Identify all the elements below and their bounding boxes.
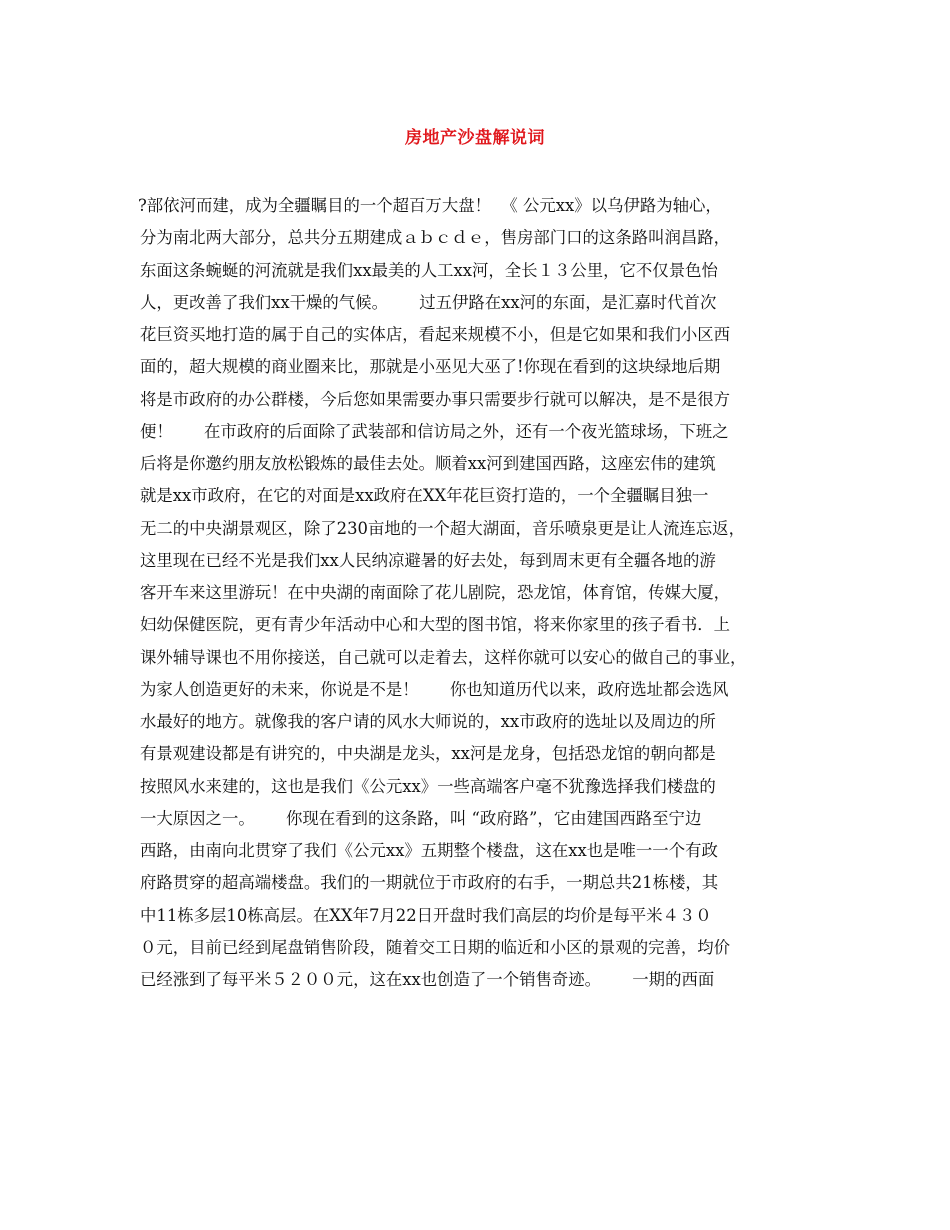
body-line: 客开车来这里游玩！在中央湖的南面除了花儿剧院，恐龙馆，体育馆，传媒大厦，	[140, 583, 731, 602]
body-line: 西路，由南向北贯穿了我们《公元xx》五期整个楼盘，这在xx也是唯一一个有政	[140, 841, 718, 860]
body-line: 花巨资买地打造的属于自己的实体店，看起来规模不小，但是它如果和我们小区西	[140, 325, 731, 344]
body-line: 面的，超大规模的商业圈来比，那就是小巫见大巫了!你现在看到的这块绿地后期	[140, 357, 721, 377]
body-line: 这里现在已经不光是我们xx人民纳凉避暑的好去处，每到周末更有全疆各地的游	[140, 550, 716, 570]
body-line: 课外辅导课也不用你接送，自己就可以走着去，这样你就可以安心的做自己的事业，	[140, 647, 747, 667]
body-line: 一大原因之一。 你现在看到的这条路，叫 “政府路”，它由建国西路至宁边	[140, 808, 702, 828]
body-line: 已经涨到了每平米５２００元，这在xx也创造了一个销售奇迹。 一期的西面	[140, 970, 715, 989]
body-line: 府路贯穿的超高端楼盘。我们的一期就位于市政府的右手，一期总共21栋楼，其	[140, 873, 719, 893]
body-line: 水最好的地方。就像我的客户请的风水大师说的，xx市政府的选址以及周边的所	[140, 712, 716, 731]
body-line: ０元，目前已经到尾盘销售阶段，随着交工日期的临近和小区的景观的完善，均价	[140, 937, 731, 957]
body-line: 东面这条蜿蜒的河流就是我们xx最美的人工xx河，全长１３公里，它不仅景色怡	[140, 260, 718, 280]
document-body	[140, 190, 820, 996]
body-line: 无二的中央湖景观区，除了230亩地的一个超大湖面，音乐喷泉更是让人流连忘返，	[140, 518, 745, 538]
body-line: 就是xx市政府，在它的对面是xx政府在XX年花巨资打造的，一个全疆瞩目独一	[140, 486, 709, 506]
body-line: 人，更改善了我们xx干燥的气候。 过五伊路在xx河的东面，是汇嘉时代首次	[140, 292, 717, 312]
body-line: 中11栋多层10栋高层。在XX年7月22日开盘时我们高层的均价是每平米４３０	[140, 905, 712, 925]
body-line: 有景观建设都是有讲究的，中央湖是龙头，xx河是龙身，包括恐龙馆的朝向都是	[140, 744, 716, 764]
document-title: 房地产沙盘解说词	[405, 128, 545, 148]
body-line: 为家人创造更好的未来，你说是不是！ 你也知道历代以来，政府选址都会选风	[140, 679, 729, 699]
body-line: ?部依河而建，成为全疆瞩目的一个超百万大盘！ 《 公元xx》以乌伊路为轴心，	[138, 196, 722, 215]
body-line: 分为南北两大部分，总共分五期建成ａｂｃｄｅ，售房部门口的这条路叫润昌路，	[140, 228, 731, 248]
body-line: 便！ 在市政府的后面除了武装部和信访局之外，还有一个夜光篮球场，下班之	[140, 421, 729, 441]
body-line: 后将是你邀约朋友放松锻炼的最佳去处。顺着xx河到建国西路，这座宏伟的建筑	[140, 454, 716, 473]
body-line: 妇幼保健医院，更有青少年活动中心和大型的图书馆，将来你家里的孩子看书．上	[140, 615, 731, 635]
body-line: 将是市政府的办公群楼，今后您如果需要办事只需要步行就可以解决，是不是很方	[140, 389, 731, 409]
body-line: 按照风水来建的，这也是我们《公元xx》一些高端客户毫不犹豫选择我们楼盘的	[140, 776, 716, 796]
